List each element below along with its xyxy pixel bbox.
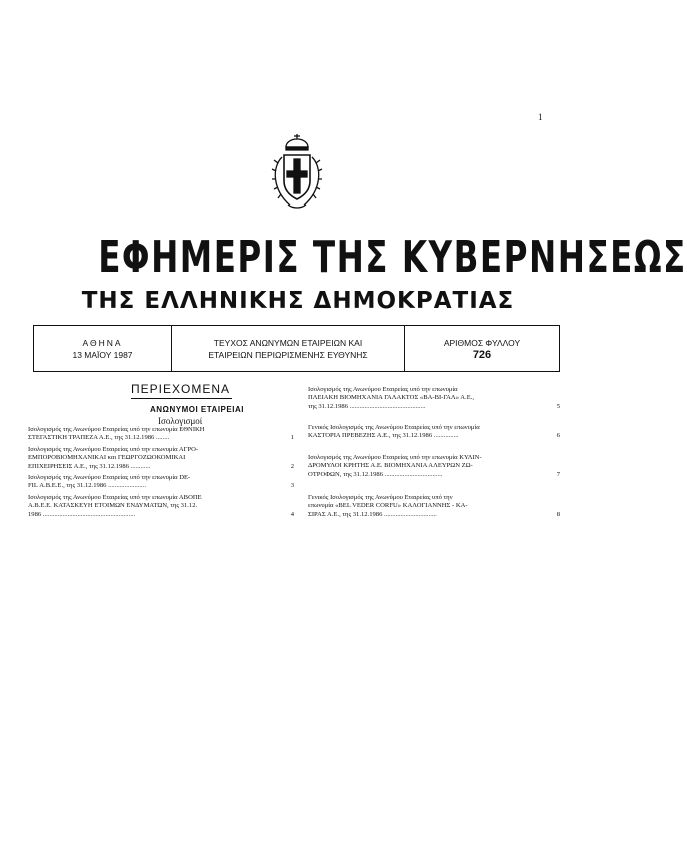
contents-entry: [28, 426, 294, 443]
entry-line: ΕΠΙΧΕΙΡΗΣΕΙΣ Α.Ε., της 31.12.1986 ............: [28, 462, 151, 470]
issue-type-cell: [172, 326, 405, 371]
entry-line: Ισολογισμός της Ανωνύμου Εταιρείας υπό την επωνυμία ΑΒΟΠΕ: [28, 494, 202, 501]
entry-line: ΕΜΠΟΡΟΒΙΟΜΗΧΑΝΙΚΑΙ και ΓΕΩΡΓΟΖΩΟΚΟΜΙΚΑΙ: [28, 454, 186, 462]
sheet-label: ΑΡΙΘΜΟΣ ΦΥΛΛΟΥ: [443, 337, 521, 348]
entry-line: Ισολογισμός της Ανωνύμου Εταιρείας υπό την επωνυμία: [308, 386, 458, 393]
entry-line: 1986 ........................................................: [28, 510, 136, 518]
entry-line: ΣΙΡΑΣ Α.Ε., της 31.12.1986 ................................: [308, 510, 437, 518]
section-heading: ΑΝΩΝΥΜΟΙ ΕΤΑΙΡΕΙΑΙ: [150, 405, 244, 414]
issue-type-line1: ΤΕΥΧΟΣ ΑΝΩΝΥΜΩΝ ΕΤΑΙΡΕΙΩΝ ΚΑΙ: [213, 337, 363, 348]
subsection-heading: Ισολογισμοί: [158, 416, 203, 426]
location-date-cell: [34, 326, 172, 371]
contents-entry: [308, 454, 560, 479]
contents-entry: [308, 386, 560, 411]
city: ΑΘΗΝΑ: [82, 337, 123, 348]
coat-of-arms-icon: [268, 133, 326, 213]
contents-underline: [131, 398, 232, 399]
entry-line: Ισολογισμός της Ανωνύμου Εταιρείας υπό την επωνυμία ΚΥΛΙΝ-: [308, 454, 482, 461]
issue-date: 13 ΜΑΪΟΥ 1987: [72, 349, 133, 360]
contents-entry: [28, 474, 294, 491]
entry-line: ΠΛΕΙΑΚΗ ΒΙΟΜΗΧΑΝΙΑ ΓΑΛΑΚΤΟΣ «ΒΑ-ΒΙ-ΓΑΛ» Α.Ε.,: [308, 394, 475, 402]
entry-page: 1: [290, 434, 294, 442]
entry-line: Ισολογισμός της Ανωνύμου Εταιρείας υπό την επωνυμία DE-: [28, 474, 191, 481]
sheet-number-cell: [405, 326, 559, 371]
header-info-box: [33, 325, 560, 372]
contents-entry: [28, 446, 294, 471]
entry-line: της 31.12.1986 ..............................................: [308, 402, 426, 410]
contents-entry: [28, 494, 294, 519]
entry-line: επωνυμία «BEL VEDER CORFU» ΚΑΛΟΓΙΑΝΝΗΣ - ΚΑ-: [308, 502, 468, 510]
entry-line: ΟΤΡΟΦΩΝ, της 31.12.1986 ...................................: [308, 470, 443, 478]
entry-page: 4: [290, 510, 294, 518]
contents-entry: [308, 494, 560, 519]
entry-line: Ισολογισμός της Ανωνύμου Εταιρείας υπό την επωνυμία ΕΘΝΙΚΗ: [28, 426, 205, 433]
entry-line: Ισολογισμός της Ανωνύμου Εταιρείας υπό την επωνυμία ΑΓΡΟ-: [28, 446, 199, 453]
entry-line: ΣΤΕΓΑΣΤΙΚΗ ΤΡΑΠΕΖΑ Α.Ε., της 31.12.1986 ........: [28, 434, 170, 442]
entry-page: 8: [556, 510, 560, 518]
entry-page: 3: [290, 482, 294, 490]
page-number: 1: [538, 112, 543, 122]
entry-page: 2: [290, 462, 294, 470]
sheet-number: 726: [472, 348, 492, 361]
entry-page: 7: [556, 470, 560, 478]
entry-line: ΔΡΟΜΥΛΟΙ ΚΡΗΤΗΣ Α.Ε. ΒΙΟΜΗΧΑΝΙΑ ΑΛΕΥΡΩΝ ΖΩ-: [308, 462, 473, 470]
entry-page: 6: [556, 432, 560, 440]
gazette-title: ΕΦΗΜΕΡΙΣ ΤΗΣ ΚΥΒΕΡΝΗΣΕΩΣ: [98, 232, 687, 283]
entry-line: Γενικός Ισολογισμός της Ανωνύμου Εταιρείας υπό την επωνυμία: [308, 424, 480, 431]
entry-line: ΚΑΣΤΟΡΙΑ ΠΡΕΒΕΖΗΣ Α.Ε., της 31.12.1986 ...............: [308, 432, 459, 440]
entry-line: Γενικός Ισολογισμός της Ανωνύμου Εταιρείας υπό την: [308, 494, 453, 501]
entry-page: 5: [556, 402, 560, 410]
entry-line: Α.Β.Ε.Ε. ΚΑΤΑΣΚΕΥΗ ΕΤΟΙΜΩΝ ΕΝΔΥΜΑΤΩΝ, της 31.12.: [28, 502, 198, 510]
contents-entry: [308, 424, 560, 441]
issue-type-line2: ΕΤΑΙΡΕΙΩΝ ΠΕΡΙΩΡΙΣΜΕΝΗΣ ΕΥΘΥΝΗΣ: [208, 349, 368, 360]
gazette-subtitle: ΤΗΣ ΕΛΛΗΝΙΚΗΣ ΔΗΜΟΚΡΑΤΙΑΣ: [81, 288, 515, 314]
contents-heading: ΠΕΡΙΕΧΟΜΕΝΑ: [131, 382, 231, 396]
entry-line: FIL Α.Β.Ε.Ε., της 31.12.1986 .......................: [28, 482, 146, 490]
